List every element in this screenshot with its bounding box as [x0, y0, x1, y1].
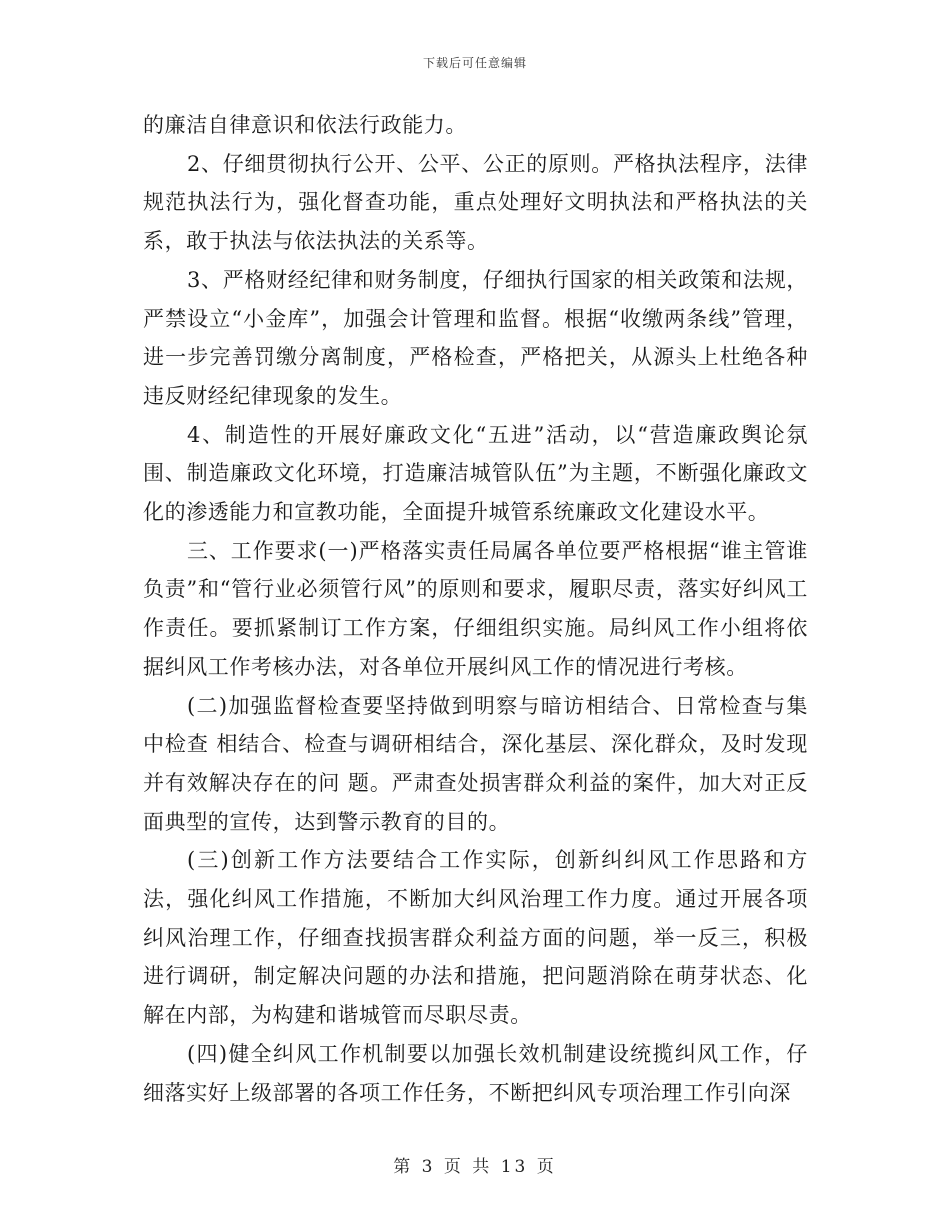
page-header-note: 下载后可任意编辑: [422, 56, 527, 70]
paragraph-mechanism: (四)健全纠风工作机制要以加强长效机制建设统揽纠风工作，仔细落实好上级部署的各项工作任务，不断把纠风专项治理工作引向深: [143, 1041, 808, 1105]
paragraph-supervision: (二)加强监督检查要坚持做到明察与暗访相结合、日常检查与集中检查 相结合、检查与调研相结合，深化基层、深化群众，及时发现并有效解决存在的问 题。严肃查处损害群众利益的案件，加大对正反面典型的宣传，达到警示教育的目的。: [143, 693, 808, 834]
paragraph-item-2: 2、仔细贯彻执行公开、公平、公正的原则。严格执法程序，法律规范执法行为，强化督查功能，重点处理好文明执法和严格执法的关系，敢于执法与依法执法的关系等。: [143, 151, 808, 254]
paragraph-item-3: 3、严格财经纪律和财务制度，仔细执行国家的相关政策和法规，严禁设立“小金库”，加强会计管理和监督。根据“收缴两条线”管理，进一步完善罚缴分离制度，严格检查，严格把关，从源头上杜绝各种违反财经纪律现象的发生。: [143, 267, 808, 408]
paragraph-innovation: (三)创新工作方法要结合工作实际，创新纠纠风工作思路和方法，强化纠风工作措施，不断加大纠风治理工作力度。通过开展各项纠风治理工作，仔细查找损害群众利益方面的问题，举一反三，积极进行调研，制定解决问题的办法和措施，把问题消除在萌芽状态、化解在内部，为构建和谐城管而尽职尽责。: [143, 848, 808, 1028]
document-body: [143, 106, 808, 1112]
page-number-footer: 第 3 页 共 13 页: [393, 1157, 557, 1177]
paragraph-continuation: 的廉洁自律意识和依法行政能力。: [143, 113, 467, 137]
paragraph-section-3-requirements: 三、工作要求(一)严格落实责任局属各单位要严格根据“谁主管谁负责”和“管行业必须管行风”的原则和要求，履职尽责，落实好纠风工作责任。要抓紧制订工作方案，仔细组织实施。局纠风工作小组将依据纠风工作考核办法，对各单位开展纠风工作的情况进行考核。: [143, 538, 808, 679]
paragraph-item-4: 4、制造性的开展好廉政文化“五进”活动，以“营造廉政舆论氛围、制造廉政文化环境，打造廉洁城管队伍”为主题，不断强化廉政文化的渗透能力和宣教功能，全面提升城管系统廉政文化建设水平。: [143, 422, 808, 525]
